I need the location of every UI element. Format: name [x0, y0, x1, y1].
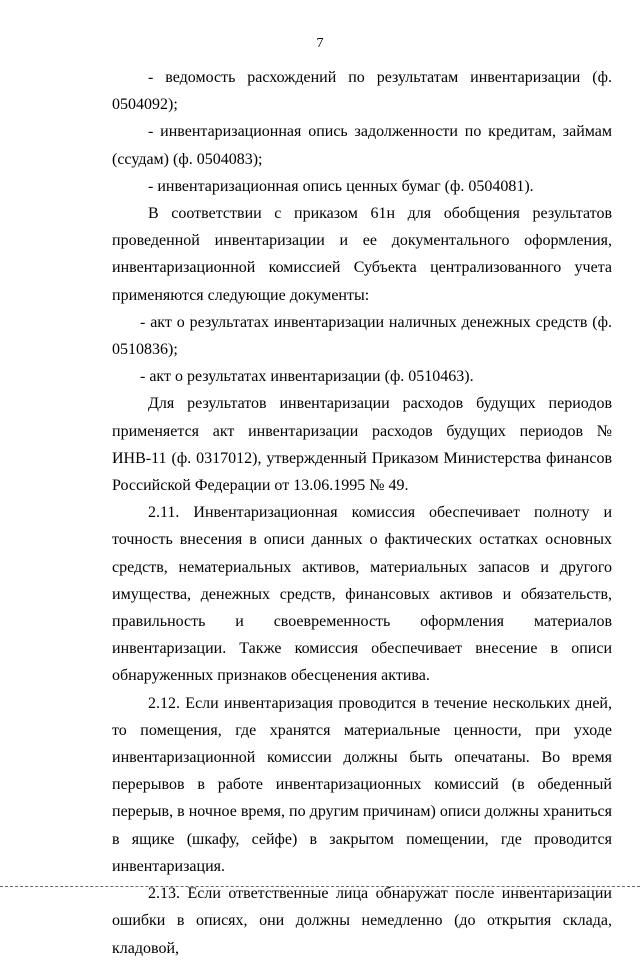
list-item-debt-inventory: - инвентаризационная опись задолженности по кредитам, займам (ссудам) (ф. 0504083); [112, 123, 612, 168]
paragraph-2-12: 2.12. Если инвентаризация проводится в течение нескольких дней, то помещения, где хранятся материальные ценности, при уходе инвентаризационной комиссии должны быть опечатаны. Во время перерывов в работе инвентаризационных комиссий (в обеденный перерыв, в ночное время, по другим причинам) описи должны храниться в ящике (шкафу, сейфе) в закрытом помещении, где проводится инвентаризация. [112, 694, 612, 875]
list-item-discrepancy-statement: - ведомость расхождений по результатам инвентаризации (ф. 0504092); [112, 69, 612, 114]
paragraph-future-expenses: Для результатов инвентаризации расходов будущих периодов применяется акт инвентаризации расходов будущих периодов № ИНВ-11 (ф. 0317012), утвержденный Приказом Министерства финансов Российской Федерации от 13.06.1995 № 49. [112, 395, 612, 495]
paragraph-2-11: 2.11. Инвентаризационная комиссия обеспечивает полноту и точность внесения в описи данных о фактических остатках основных средств, нематериальных активов, материальных запасов и другого имущества, денежных средств, финансовых активов и обязательств, правильность и своевременность оформления материалов инвентаризации. Также комиссия обеспечивает внесение в описи обнаруженных признаков обесценения актива. [112, 504, 612, 685]
list-item-results-act: - акт о результатах инвентаризации (ф. 0510463). [140, 368, 474, 386]
page-bottom-rule [0, 886, 640, 887]
paragraph-order-61n: В соответствии с приказом 61н для обобщения результатов проведенной инвентаризации и ее документального оформления, инвентаризационной комиссией Субъекта централизованного учета применяются следующие документы: [112, 205, 612, 304]
page-number: 7 [316, 36, 324, 51]
list-item-securities-inventory: - инвентаризационная опись ценных бумаг (ф. 0504081). [148, 177, 534, 195]
document-body [112, 64, 612, 962]
paragraph-2-13: 2.13. Если ответственные лица обнаружат после инвентаризации ошибки в описях, они должны немедленно (до открытия склада, кладовой, [112, 885, 612, 957]
list-item-cash-act: - акт о результатах инвентаризации наличных денежных средств (ф. 0510836); [112, 313, 612, 359]
